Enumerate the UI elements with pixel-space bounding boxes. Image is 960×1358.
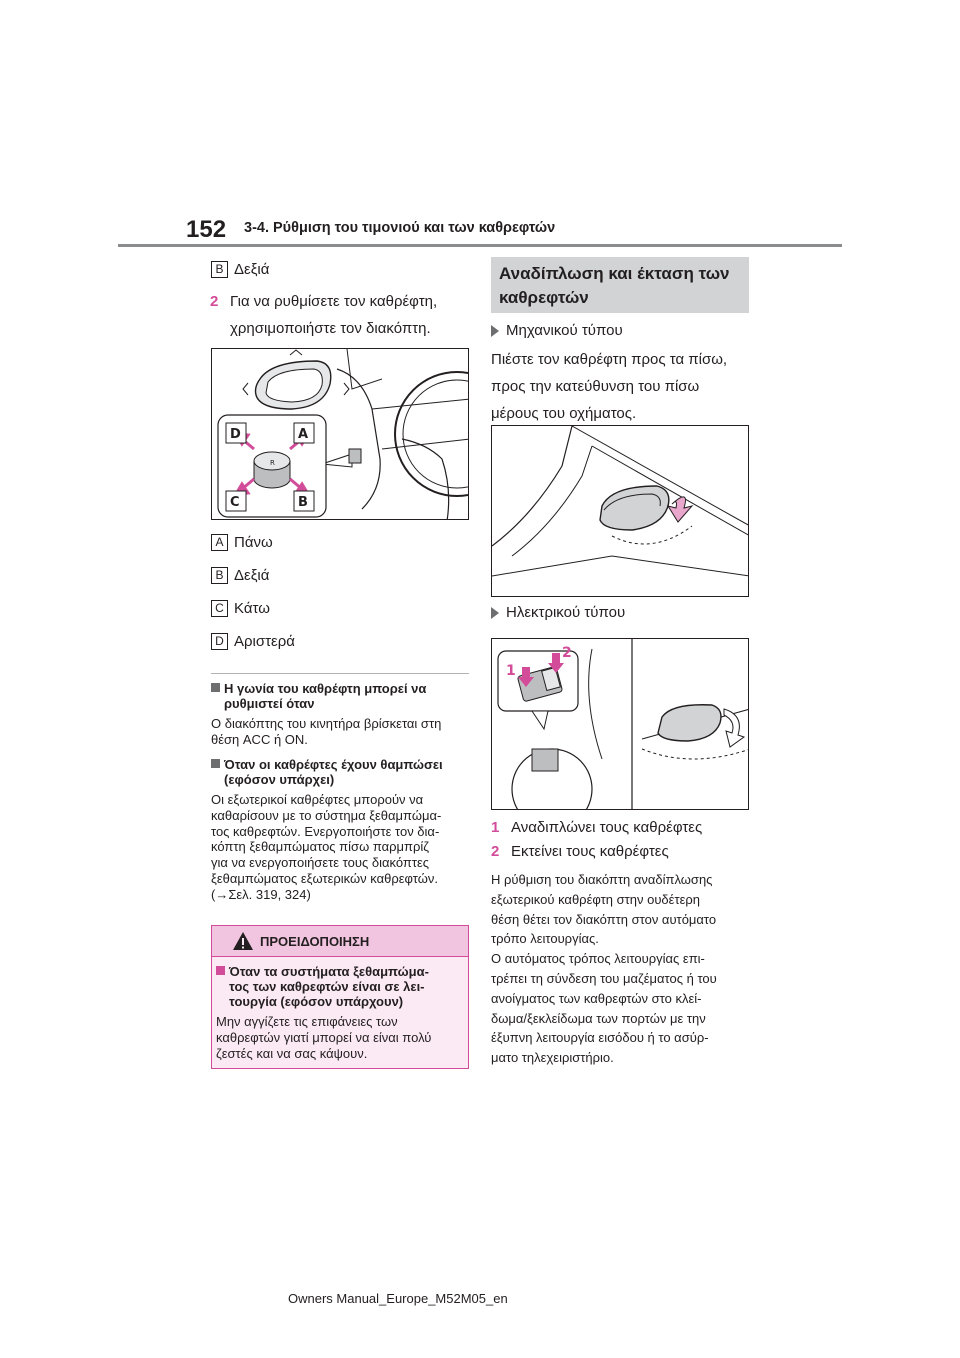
note-1-title: Η γωνία του καθρέφτη μπορεί να ρυθμιστεί όταν [211,681,469,711]
electric-step-1: 1 Αναδιπλώνει τους καθρέφτες [511,816,702,839]
key-text: Πάνω [234,534,273,551]
step-number: 2 [491,843,500,860]
mirror-switch-figure [211,348,469,520]
manual-type-label: Μηχανικού τύπου [491,322,623,339]
key-d [211,633,295,650]
key-text: Δεξιά [234,261,270,278]
step-line1: Για να ρυθμίσετε τον καθρέφτη, [230,293,438,310]
section-heading-box [491,257,749,313]
step-line2: χρησιμοποιήστε τον διακόπτη. [230,320,431,337]
step-number: 1 [491,819,500,836]
note-1-body: Ο διακόπτης του κινητήρα βρίσκεται στη θέση ACC ή ON. [211,716,442,747]
warning-heading: Όταν τα συστήματα ξεθαμπώμα- τος των καθρεφτών είναι σε λει- τουργία (εφόσον υπάρχουν) [216,964,466,1009]
fig-label-1: 1 [506,663,516,679]
note-2-body: Οι εξωτερικοί καθρέφτες μπορούν να καθαρίσουν με το σύστημα ξεθαμπώμα- τος καθρεφτών. Ενεργοποιήστε τον δια- κόπτη ξεθαμπώματος πίσω παρμπρίζ για να ενεργοποιήσετε τους διακόπτες ξεθαμπώματος εξωτερικών καθρεφτών. (→Σελ. 319, 324) [211,792,442,902]
key-text: Κάτω [234,600,270,617]
electric-step-2: 2 Εκτείνει τους καθρέφτες [511,840,669,863]
electric-type-text: Η ρύθμιση του διακόπτη αναδίπλωσης εξωτερικού καθρέφτη στην ουδέτερη θέση θέτει τον διακόπτη στον αυτόματο τρόπο λειτουργίας. Ο αυτόματος τρόπος λειτουργίας επι- τρέπει τη σύνδεση του μαζέματος ή του ανοίγματος των καθρεφτών στο κλεί- δωμα/ξεκλείδωμα των πορτών με την έξυπνη λειτουργία εισόδου ή το ασύρ- ματο τηλεχειριστήριο. [491,872,717,1066]
note-square-icon [211,759,220,768]
note-square-icon [216,966,225,975]
key-c [211,600,270,617]
fig-label-2: 2 [562,645,572,661]
warning-triangle-icon [232,931,254,951]
key-letter: C [211,600,228,617]
header-rule [118,244,842,247]
fig-label-a: A [298,427,309,442]
notes-rule [211,673,469,674]
section-heading: Αναδίπλωση και έκταση των καθρεφτών [499,264,730,307]
key-letter: B [211,567,228,584]
key-text: Δεξιά [234,567,270,584]
triangle-bullet-icon [491,607,499,619]
fig-label-d: D [230,427,241,442]
warning-body: Μην αγγίζετε τις επιφάνειες των καθρεφτών γιατί μπορεί να είναι πολύ ζεστές και να σας κάψουν. [216,1014,432,1061]
footer-text: Owners Manual_Europe_M52M05_en [288,1291,508,1306]
key-letter: D [211,633,228,650]
manual-type-text: Πιέστε τον καθρέφτη προς τα πίσω, προς την κατεύθυνση του πίσω μέρους του οχήματος. [491,351,728,422]
step-number: 2 [210,293,219,310]
key-b-top [211,261,269,278]
page-number: 152 [186,216,227,243]
key-text: Αριστερά [234,633,295,650]
triangle-bullet-icon [491,325,499,337]
fig-label-c: C [230,495,240,510]
manual-fold-figure [491,425,749,597]
step-2 [210,290,438,340]
svg-text:R: R [270,459,275,467]
warning-title: ΠΡΟΕΙΔΟΠΟΙΗΣΗ [260,934,370,949]
key-b [211,567,269,584]
key-letter: B [211,261,228,278]
key-a [211,534,273,551]
warning-title-bar [212,926,468,957]
note-2-title: Όταν οι καθρέφτες έχουν θαμπώσει (εφόσον υπάρχει) [211,757,469,787]
warning-box [211,925,469,1069]
note-square-icon [211,683,220,692]
electric-type-label: Ηλεκτρικού τύπου [491,604,625,621]
fig-label-b: B [298,495,308,510]
key-letter: A [211,534,228,551]
section-title: 3-4. Ρύθμιση του τιμονιού και των καθρεφτών [244,220,556,236]
electric-fold-figure [491,638,749,810]
